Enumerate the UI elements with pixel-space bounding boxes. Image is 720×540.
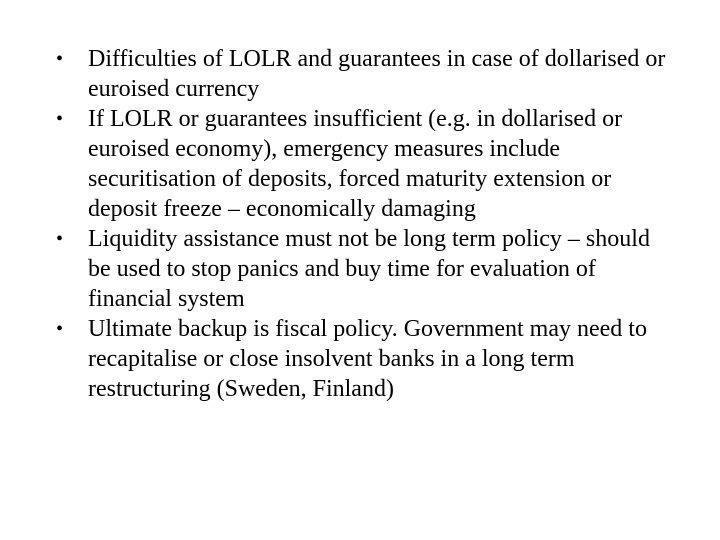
bullet-item-liquidity-assistance: [56, 224, 676, 314]
bullet-item-lolr-difficulties: [56, 44, 676, 104]
bullet-text: If LOLR or guarantees insufficient (e.g. in dollarised or euroised economy), emergency measures include securitisation of deposits, forced maturity extension or deposit freeze – economically damaging: [88, 106, 623, 222]
bullet-marker: •: [56, 228, 64, 250]
bullet-marker: •: [56, 108, 64, 130]
bullet-text: Ultimate backup is fiscal policy. Government may need to recapitalise or close insolvent banks in a long term restructuring (Sweden, Finland): [88, 316, 647, 402]
bullet-text: Difficulties of LOLR and guarantees in case of dollarised or euroised currency: [88, 46, 666, 102]
bullet-item-fiscal-policy: [56, 314, 676, 404]
bullet-item-emergency-measures: [56, 104, 676, 224]
bullet-marker: •: [56, 48, 64, 70]
bullet-text: Liquidity assistance must not be long term policy – should be used to stop panics and buy time for evaluation of financial system: [88, 226, 650, 312]
bullet-list: [56, 44, 676, 404]
bullet-marker: •: [56, 318, 64, 340]
